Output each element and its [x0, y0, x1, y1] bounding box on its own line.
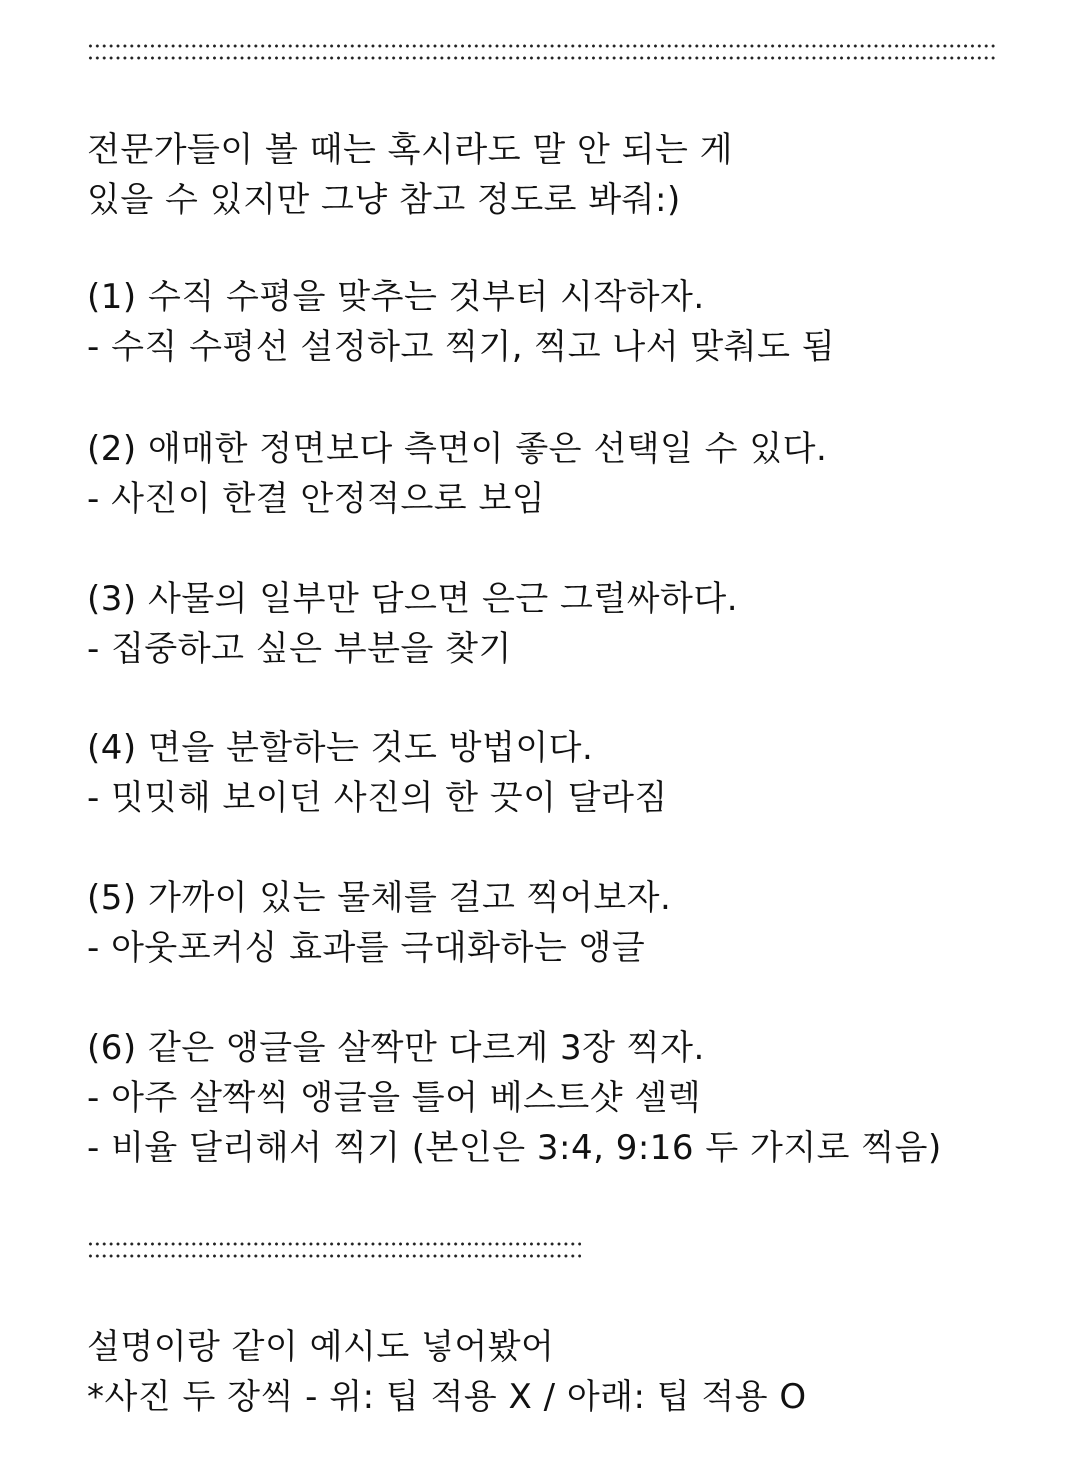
tip-5-title: (5) 가까이 있는 물체를 걸고 찍어보자.: [87, 878, 672, 918]
intro-line-1: 전문가들이 볼 때는 혹시라도 말 안 되는 게: [87, 130, 733, 170]
tip-6-note-2: - 비율 달리해서 찍기 (본인은 3:4, 9:16 두 가지로 찍음): [87, 1128, 942, 1168]
tip-6-title: (6) 같은 앵글을 살짝만 다르게 3장 찍자.: [87, 1028, 705, 1068]
intro-line-2: 있을 수 있지만 그냥 참고 정도로 봐줘:): [87, 180, 681, 220]
dotted-separator-bottom: [87, 1238, 581, 1262]
tip-2-note-1: - 사진이 한결 안정적으로 보임: [87, 479, 546, 519]
outro-line-1: 설명이랑 같이 예시도 넣어봤어: [87, 1327, 555, 1367]
tip-4-note-1: - 밋밋해 보이던 사진의 한 끗이 달라짐: [87, 778, 668, 818]
dotted-separator-top: [87, 40, 997, 64]
tip-3-note-1: - 집중하고 싶은 부분을 찾기: [87, 629, 512, 669]
tip-4-title: (4) 면을 분할하는 것도 방법이다.: [87, 728, 594, 768]
tip-1-title: (1) 수직 수평을 맞추는 것부터 시작하자.: [87, 277, 705, 317]
tip-1-note-1: - 수직 수평선 설정하고 찍기, 찍고 나서 맞춰도 됨: [87, 327, 836, 367]
tip-3-title: (3) 사물의 일부만 담으면 은근 그럴싸하다.: [87, 579, 739, 619]
outro-line-2: *사진 두 장씩 - 위: 팁 적용 X / 아래: 팁 적용 O: [87, 1377, 807, 1417]
tip-6-note-1: - 아주 살짝씩 앵글을 틀어 베스트샷 셀렉: [87, 1078, 702, 1118]
tip-5-note-1: - 아웃포커싱 효과를 극대화하는 앵글: [87, 928, 646, 968]
tip-2-title: (2) 애매한 정면보다 측면이 좋은 선택일 수 있다.: [87, 429, 828, 469]
